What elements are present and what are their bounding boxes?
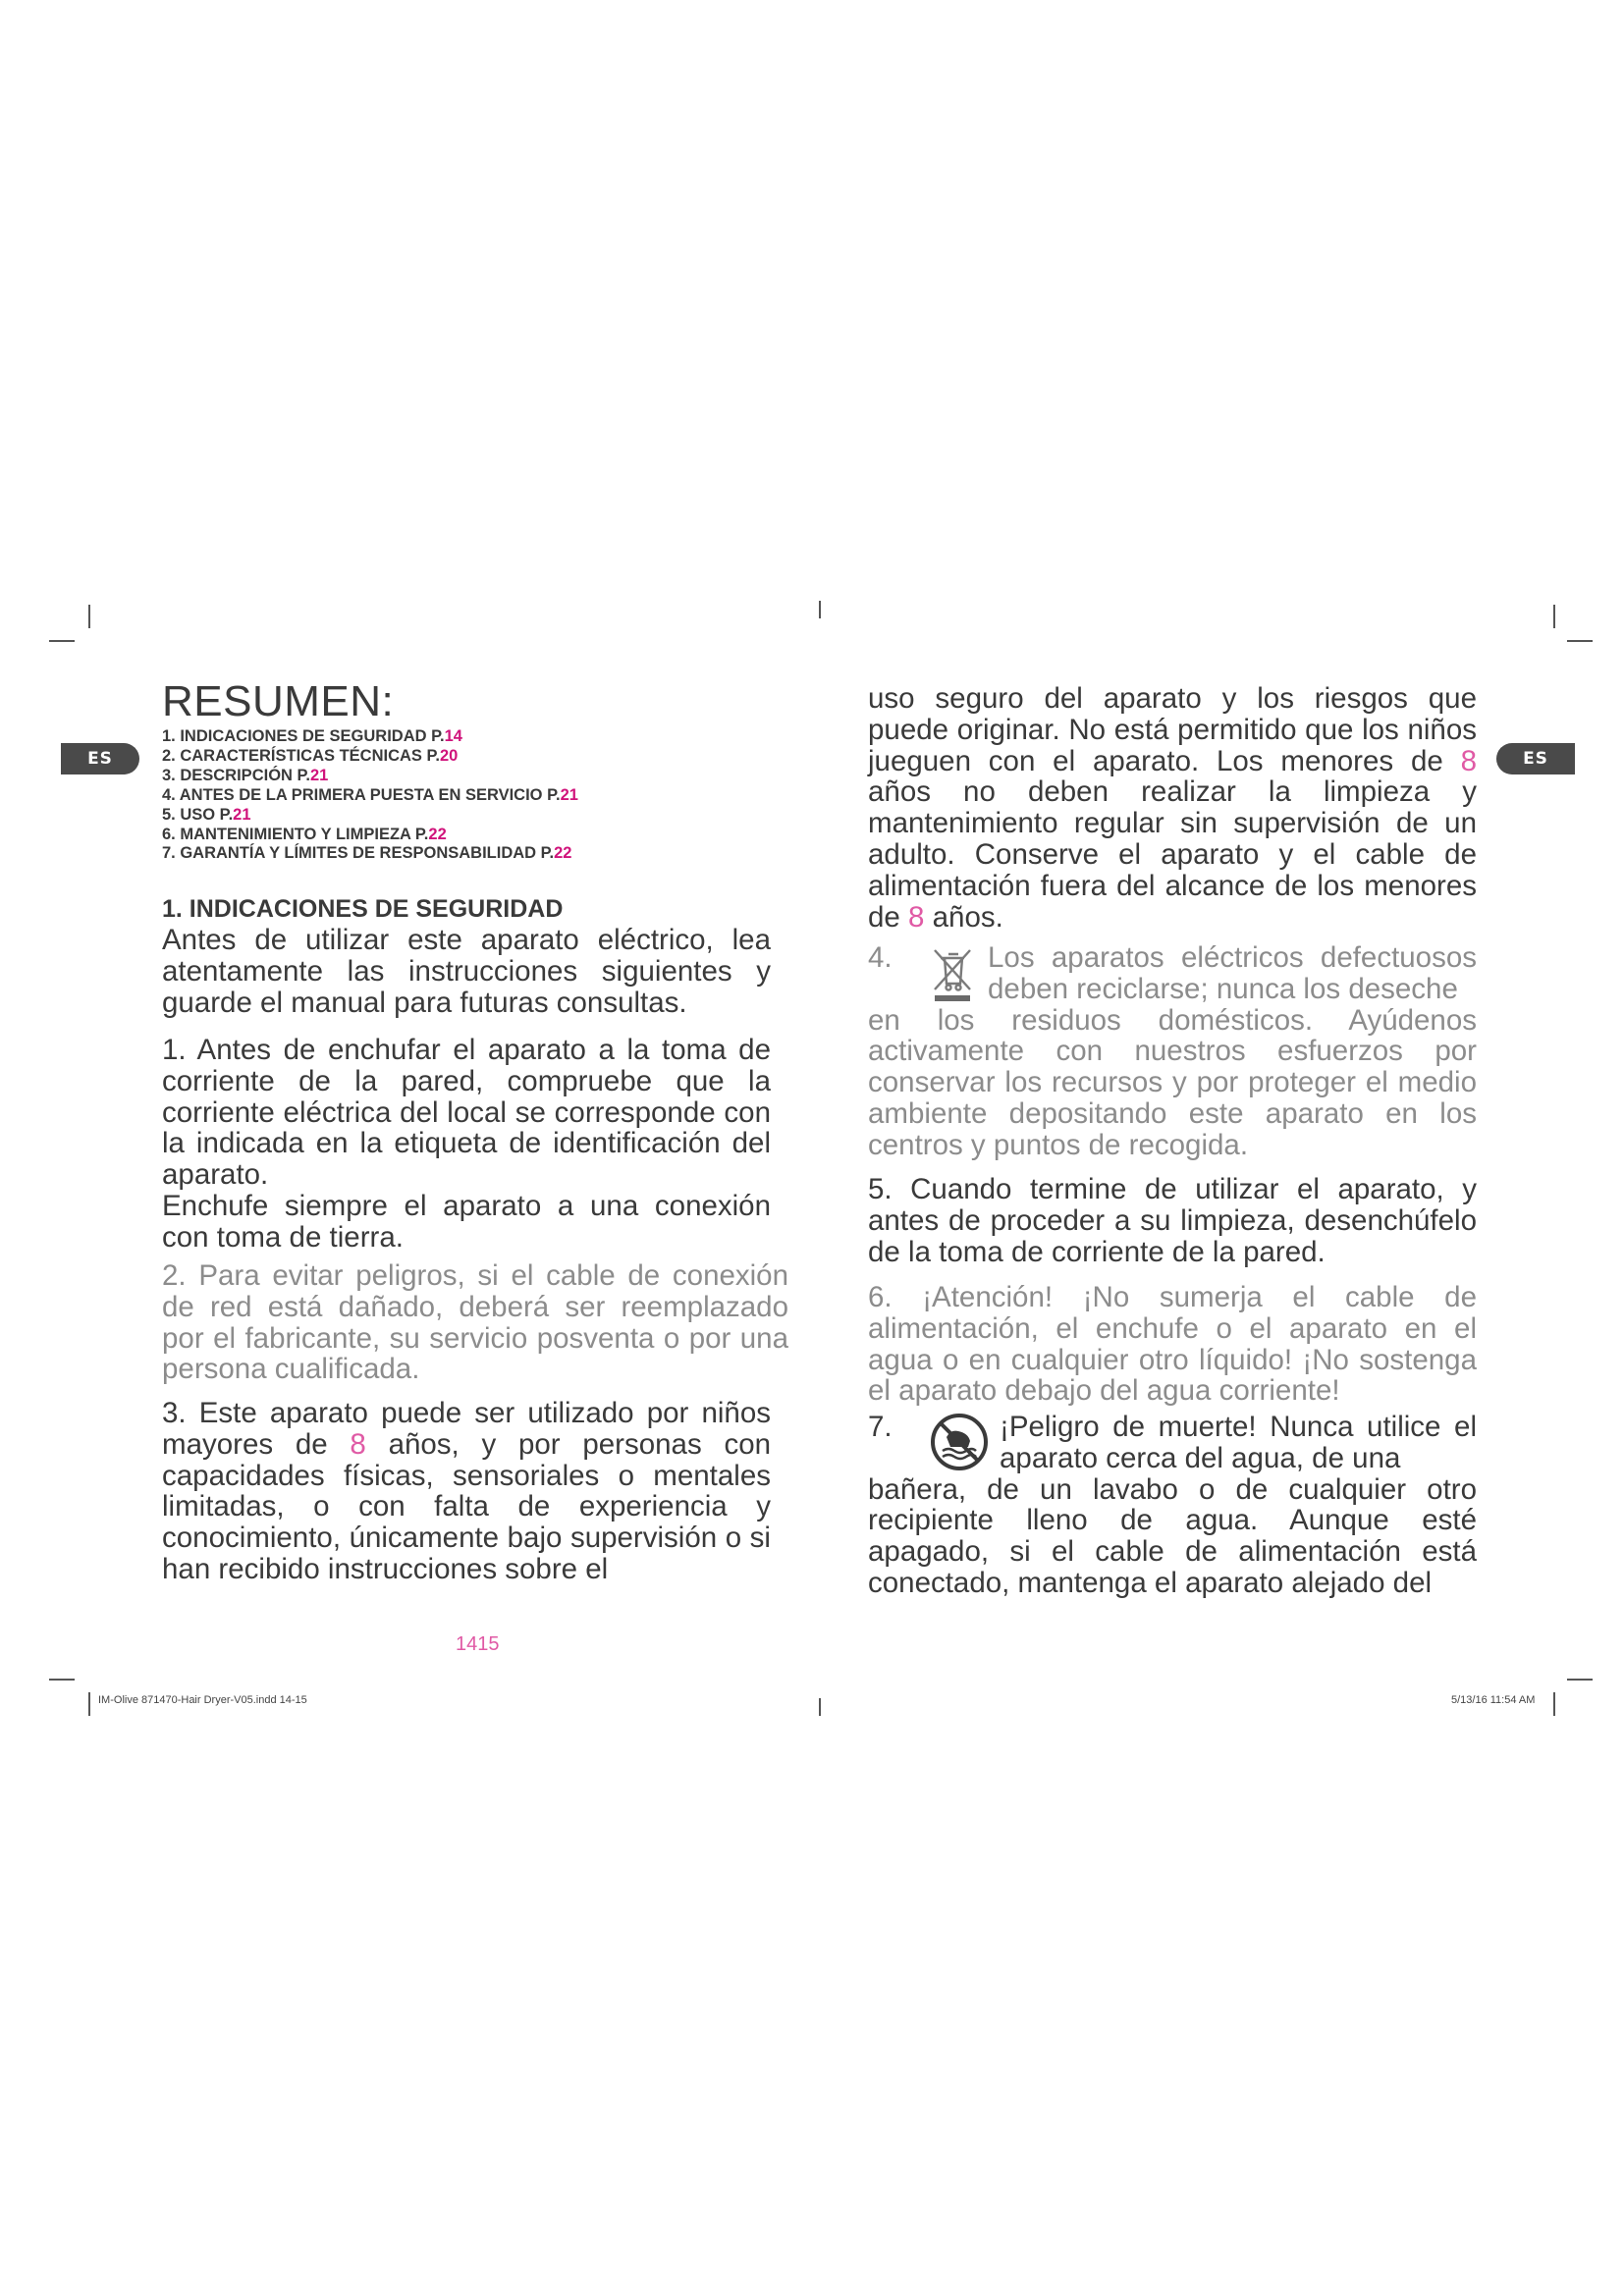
safety-item-1: 1. Antes de enchufar el aparato a la toma de corriente de la pared, compruebe que la corriente eléctrica del local se corresponde con la indicada en la etiqueta de identificación del aparato. Enchufe siempre el aparato a una conexión con toma de tierra.: [162, 1034, 771, 1254]
crop-mark: [1553, 605, 1555, 628]
intro-paragraph: Antes de utilizar este aparato eléctrico, lea atentamente las instrucciones siguientes y guarde el manual para futuras consultas.: [162, 924, 771, 1019]
safety-item-3: 3. Este aparato puede ser utilizado por niños mayores de 8 años, y por personas con capacidades físicas, sensoriales o mentales limitadas, o con falta de experiencia y conocimiento, únicamente bajo supervisión o si han recibido instrucciones sobre el: [162, 1397, 772, 1585]
table-of-contents: [162, 727, 712, 864]
crop-mark: [49, 1679, 75, 1681]
safety-item-3-continued: uso seguro del aparato y los riesgos que puede originar. No está permitido que los niños jueguen con el aparato. Los menores de 8 años no deben realizar la limpieza y mantenimiento regular sin supervisión de un adulto. Conserve el aparato y el cable de alimentación fuera del alcance de los menores de 8 años.: [868, 682, 1477, 934]
language-tab-right: ES: [1496, 743, 1575, 774]
toc-item: 1. INDICACIONES DE SEGURIDAD P.14: [162, 727, 462, 745]
weee-bin-icon: [929, 944, 976, 1003]
crop-mark: [88, 1692, 90, 1716]
language-tab-left: ES: [61, 743, 139, 774]
toc-item: 5. USO P.21: [162, 805, 251, 824]
crop-mark: [1567, 640, 1593, 642]
safety-item-2: 2. Para evitar peligros, si el cable de conexión de red está dañado, deberá ser reemplazado por el fabricante, su servicio posventa o por una persona cualificada.: [162, 1259, 788, 1386]
toc-item: 7. GARANTÍA Y LÍMITES DE RESPONSABILIDAD P.22: [162, 844, 572, 863]
no-water-icon: [929, 1412, 990, 1472]
safety-item-6: 6. ¡Atención! ¡No sumerja el cable de alimentación, el enchufe o el aparato en el agua o en cualquier otro líquido! ¡No sostenga el aparato debajo del agua corriente!: [868, 1281, 1477, 1408]
toc-item: 3. DESCRIPCIÓN P.21: [162, 766, 329, 784]
toc-item: 2. CARACTERÍSTICAS TÉCNICAS P.20: [162, 746, 459, 765]
toc-item: 4. ANTES DE LA PRIMERA PUESTA EN SERVICIO P.21: [162, 785, 578, 804]
file-slug: IM-Olive 871470-Hair Dryer-V05.indd 14-15: [98, 1694, 307, 1706]
age-number: 8: [350, 1427, 366, 1461]
crop-mark: [49, 640, 75, 642]
crop-mark: [1553, 1692, 1555, 1716]
crop-mark: [1567, 1679, 1593, 1681]
crop-mark: [88, 605, 90, 628]
page-number: 1415: [456, 1633, 500, 1655]
summary-title: RESUMEN:: [162, 677, 395, 725]
crop-mark: [819, 601, 821, 618]
date-slug: 5/13/16 11:54 AM: [1451, 1694, 1536, 1706]
safety-item-7: 7. ¡Peligro de muerte! Nunca utilice el aparato cerca del agua, de una bañera, de un lavabo o de cualquier otro recipiente lleno de agua. Aunque esté apagado, si el cable de alimentación está conectado, mantenga el aparato alejado del: [868, 1411, 1477, 1599]
toc-item: 6. MANTENIMIENTO Y LIMPIEZA P.22: [162, 825, 447, 843]
crop-mark: [819, 1698, 821, 1716]
section-heading: 1. INDICACIONES DE SEGURIDAD: [162, 895, 564, 923]
safety-item-4: 4. Los aparatos eléctricos defectuosos deben reciclarse; nunca los deseche en los residuos domésticos. Ayúdenos activamente con nuestros esfuerzos por conservar los recursos y por proteger el medio ambiente depositando este aparato en los centros y puntos de recogida.: [868, 941, 1477, 1161]
safety-item-5: 5. Cuando termine de utilizar el aparato, y antes de proceder a su limpieza, desenchúfelo de la toma de corriente de la pared.: [868, 1173, 1477, 1268]
